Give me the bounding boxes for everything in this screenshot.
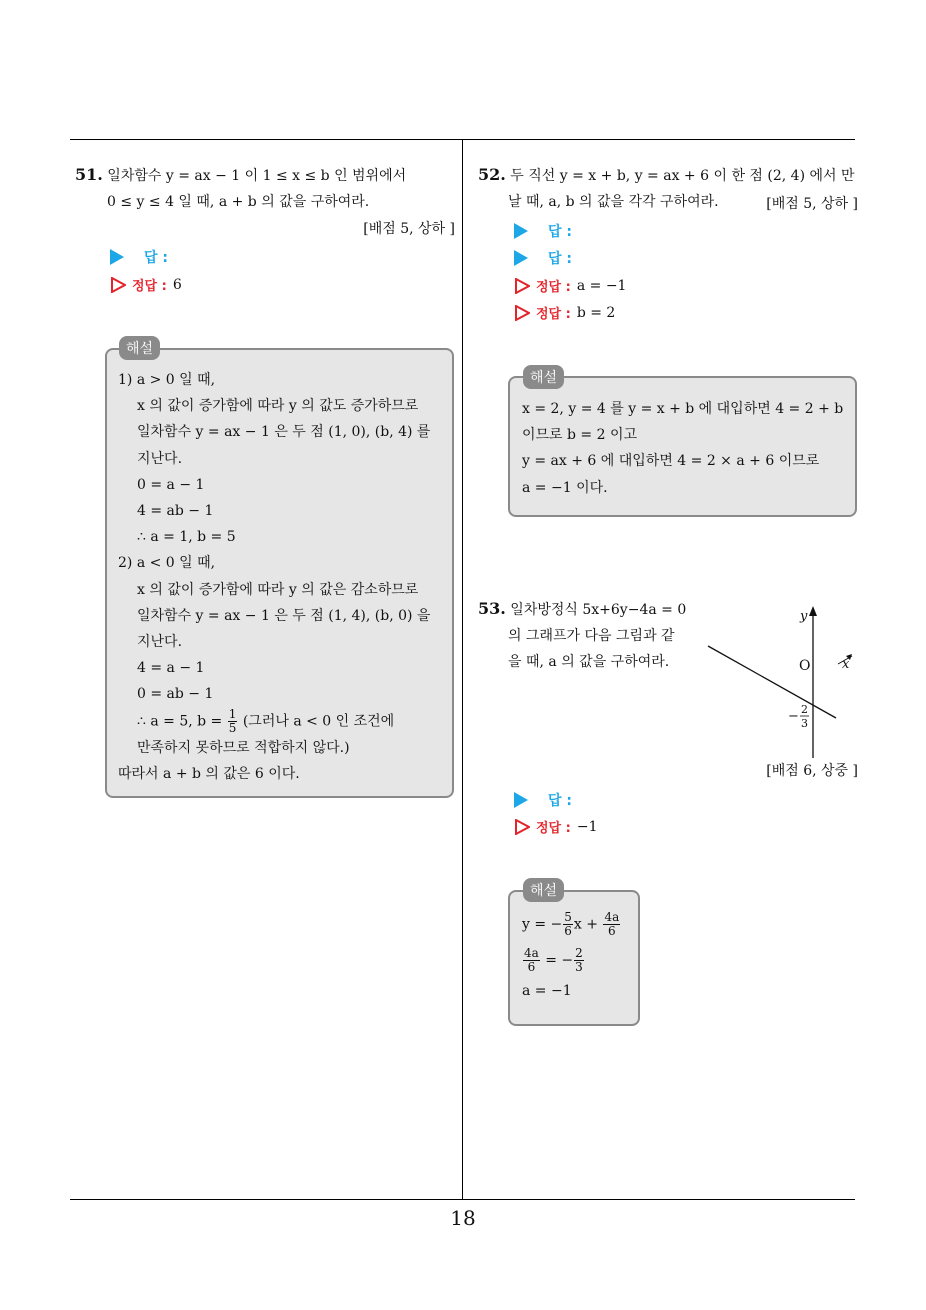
solution-line: 만족하지 못하므로 적합하지 않다.) bbox=[137, 739, 350, 756]
outline-play-icon bbox=[514, 278, 530, 294]
play-icon bbox=[514, 223, 528, 239]
page-number: 18 bbox=[450, 1206, 476, 1230]
intercept-sign: − bbox=[788, 709, 799, 724]
correct-value: −1 bbox=[576, 818, 598, 835]
question-text-line: 의 그래프가 다음 그림과 같 bbox=[508, 628, 675, 644]
fraction bbox=[523, 947, 540, 974]
fraction-denominator: 3 bbox=[575, 960, 583, 974]
solution-line: a = −1 이다. bbox=[522, 479, 608, 496]
solution-line: x 의 값이 증가함에 따라 y 의 값은 감소하므로 bbox=[137, 581, 419, 598]
correct-answer-row bbox=[514, 817, 597, 836]
question-number: 53. bbox=[478, 599, 506, 618]
solution-tag: 해설 bbox=[523, 365, 564, 389]
solution-line: 지난다. bbox=[137, 634, 183, 651]
play-icon bbox=[110, 249, 124, 265]
solution-line: 지난다. bbox=[137, 450, 183, 467]
solution-text-part: ∴ a = 5, b = bbox=[137, 713, 223, 730]
solution-tag: 해설 bbox=[119, 336, 160, 360]
graph-line bbox=[708, 646, 836, 718]
fraction-numerator: 2 bbox=[575, 946, 583, 960]
correct-label: 정답 : bbox=[536, 307, 571, 322]
solution-line bbox=[522, 911, 621, 947]
fraction bbox=[603, 911, 620, 938]
correct-answer-row bbox=[514, 303, 615, 322]
fraction bbox=[228, 708, 238, 735]
solution-line: a = −1 bbox=[522, 983, 572, 999]
solution-text-part: (그러나 a < 0 인 조건에 bbox=[242, 713, 395, 730]
line-graph bbox=[700, 600, 860, 760]
correct-value: b = 2 bbox=[576, 304, 616, 321]
intercept-denominator: 3 bbox=[801, 717, 808, 730]
question-text-line: 0 ≤ y ≤ 4 일 때, a + b 의 값을 구하여라. bbox=[107, 194, 370, 210]
fraction-denominator: 6 bbox=[608, 924, 616, 938]
solution-line: ∴ a = 1, b = 5 bbox=[137, 529, 236, 546]
y-axis-label: y bbox=[800, 609, 808, 624]
answer-label: 답 : bbox=[548, 251, 572, 267]
solution-line: 1) a > 0 일 때, bbox=[118, 372, 216, 388]
question-text-line: 일차방정식 5x+6y−4a = 0 bbox=[510, 602, 687, 618]
score-label: [배점 6, 상중 ] bbox=[766, 763, 858, 779]
fraction bbox=[563, 911, 573, 938]
question-53 bbox=[478, 596, 708, 675]
correct-answer-row bbox=[110, 275, 182, 294]
solution-line: x 의 값이 증가함에 따라 y 의 값도 증가하므로 bbox=[137, 398, 419, 415]
solution-line: 일차함수 y = ax − 1 은 두 점 (1, 4), (b, 0) 을 bbox=[137, 607, 431, 624]
solution-line: 따라서 a + b 의 값은 6 이다. bbox=[118, 765, 300, 782]
correct-label: 정답 : bbox=[536, 821, 571, 836]
outline-play-icon bbox=[110, 277, 126, 293]
solution-line: 4 = ab − 1 bbox=[137, 503, 214, 520]
answer-row bbox=[514, 248, 572, 268]
play-icon bbox=[514, 792, 528, 808]
question-number: 51. bbox=[75, 165, 103, 184]
fraction-numerator: 4a bbox=[604, 910, 620, 924]
question-number: 52. bbox=[478, 165, 506, 184]
score-label: [배점 5, 상하 ] bbox=[363, 221, 455, 237]
question-text-line: 날 때, a, b 의 값을 각각 구하여라. bbox=[508, 194, 719, 210]
solution-text-part: y = − bbox=[522, 916, 563, 933]
play-icon bbox=[514, 250, 528, 266]
solution-line: x = 2, y = 4 를 y = x + b 에 대입하면 4 = 2 + b bbox=[522, 401, 844, 417]
answer-row bbox=[514, 790, 572, 810]
solution-text bbox=[118, 367, 430, 787]
correct-label: 정답 : bbox=[536, 280, 571, 295]
fraction-numerator: 4a bbox=[524, 946, 539, 960]
answer-label: 답 : bbox=[548, 224, 572, 240]
fraction bbox=[574, 947, 584, 974]
fraction-denominator: 6 bbox=[527, 960, 536, 974]
correct-label: 정답 : bbox=[132, 279, 167, 294]
score-label: [배점 5, 상하 ] bbox=[766, 196, 858, 212]
solution-line: y = ax + 6 에 대입하면 4 = 2 × a + 6 이므로 bbox=[522, 453, 820, 470]
intercept-numerator: 2 bbox=[801, 703, 808, 716]
question-text-line: 일차함수 y = ax − 1 이 1 ≤ x ≤ b 인 범위에서 bbox=[107, 168, 407, 184]
outline-play-icon bbox=[514, 819, 530, 835]
question-51 bbox=[75, 162, 460, 215]
bottom-rule bbox=[70, 1199, 855, 1200]
fraction-numerator: 1 bbox=[228, 706, 237, 721]
solution-line: 2) a < 0 일 때, bbox=[118, 555, 216, 572]
x-axis-label: x bbox=[842, 657, 850, 672]
question-text-line: 을 때, a 의 값을 구하여라. bbox=[508, 654, 670, 670]
correct-answer-row bbox=[514, 276, 626, 295]
solution-line: 4 = a − 1 bbox=[137, 660, 205, 677]
answer-label: 답 : bbox=[144, 250, 168, 266]
solution-text-part: x + bbox=[573, 916, 598, 933]
solution-line: 이므로 b = 2 이고 bbox=[522, 427, 638, 444]
answer-label: 답 : bbox=[548, 793, 572, 809]
answer-row bbox=[110, 247, 168, 267]
outline-play-icon bbox=[514, 305, 530, 321]
correct-value: a = −1 bbox=[576, 277, 627, 294]
y-axis-arrow bbox=[809, 606, 817, 616]
correct-value: 6 bbox=[172, 276, 182, 293]
solution-tag: 해설 bbox=[523, 878, 564, 902]
solution-line bbox=[522, 947, 621, 983]
solution-line: 0 = a − 1 bbox=[137, 476, 205, 493]
column-divider bbox=[462, 139, 463, 1200]
solution-line: 일차함수 y = ax − 1 은 두 점 (1, 0), (b, 4) 를 bbox=[137, 424, 431, 441]
solution-text-part: = − bbox=[545, 952, 574, 969]
fraction-numerator: 5 bbox=[564, 910, 572, 924]
solution-line: 0 = ab − 1 bbox=[137, 686, 214, 703]
question-text-line: 두 직선 y = x + b, y = ax + 6 이 한 점 (2, 4) 에서 만 bbox=[510, 168, 855, 184]
solution-text bbox=[522, 911, 621, 999]
answer-row bbox=[514, 221, 572, 241]
origin-label: O bbox=[799, 658, 811, 674]
fraction-denominator: 5 bbox=[228, 720, 237, 735]
fraction-denominator: 6 bbox=[564, 924, 572, 938]
solution-text bbox=[522, 396, 843, 501]
solution-line bbox=[118, 708, 430, 735]
